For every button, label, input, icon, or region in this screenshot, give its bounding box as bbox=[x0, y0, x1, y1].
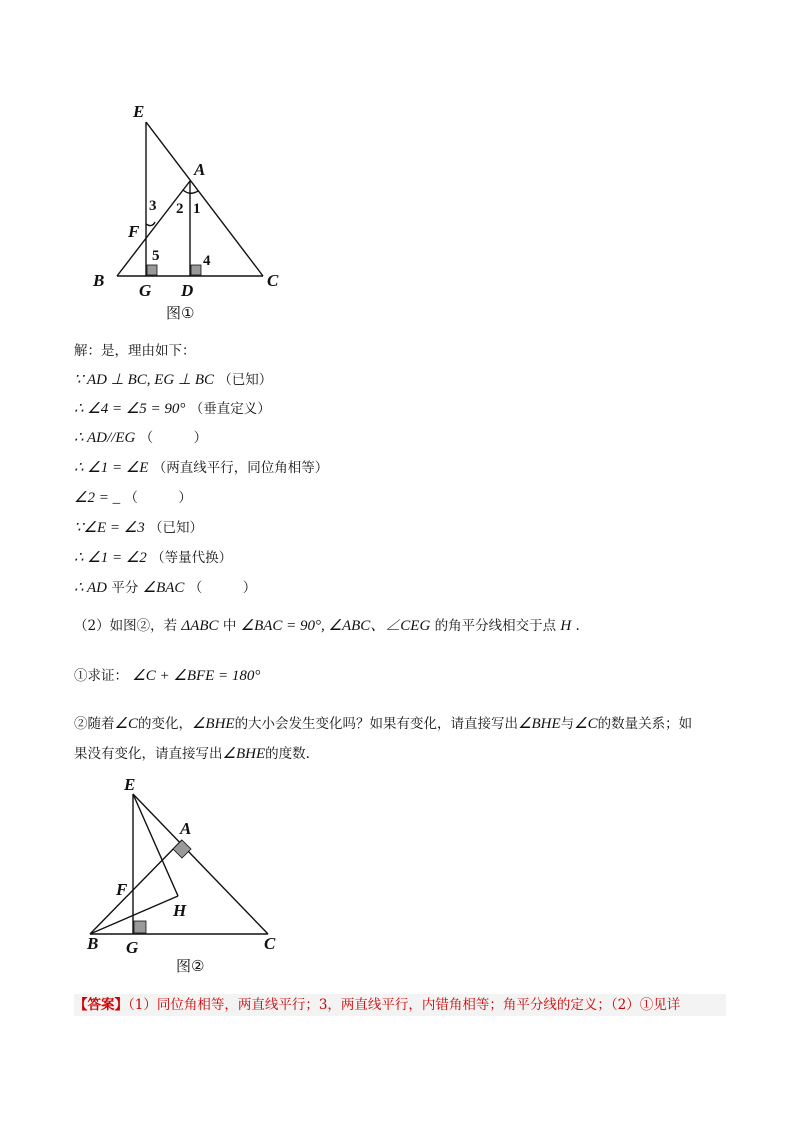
solution-line-1: 解：是，理由如下： bbox=[74, 343, 196, 359]
label-F: F bbox=[128, 222, 140, 241]
line-EC bbox=[133, 794, 268, 934]
label-H: H bbox=[173, 901, 187, 920]
solution-line-7 bbox=[74, 518, 203, 538]
math-expr: ∵∠E = ∠3 bbox=[74, 520, 145, 536]
right-angle-G bbox=[147, 265, 157, 275]
text: 果没有变化，请直接写出 bbox=[74, 746, 223, 762]
label-C: C bbox=[264, 934, 276, 953]
figure-2 bbox=[0, 770, 800, 990]
math-expr: ∠BAC = 90°, ∠ABC、∠CEG bbox=[240, 618, 431, 634]
label-E: E bbox=[133, 102, 145, 121]
reason: （垂直定义） bbox=[189, 401, 271, 417]
question-1 bbox=[74, 666, 260, 686]
figure-1-caption: 图① bbox=[166, 304, 195, 322]
angle-label-2: 2 bbox=[176, 201, 184, 217]
question-2 bbox=[74, 709, 734, 769]
math-expr: ∠C + ∠BFE = 180° bbox=[132, 668, 261, 684]
math-expr: ∴ ∠4 = ∠5 = 90° bbox=[74, 401, 186, 417]
figure-2-caption: 图② bbox=[176, 957, 205, 975]
text: 的角平分线相交于点 bbox=[434, 618, 557, 634]
right-angle-D bbox=[191, 265, 201, 275]
text: （2）如图②，若 bbox=[74, 618, 178, 634]
solution-line-3 bbox=[74, 399, 271, 419]
reason: （等量代换） bbox=[151, 550, 233, 566]
reason: （两直线平行，同位角相等） bbox=[152, 460, 329, 476]
text: 与 bbox=[560, 716, 575, 732]
label-C: C bbox=[267, 271, 279, 290]
line-EH bbox=[133, 794, 178, 896]
right-angle-G bbox=[134, 921, 146, 933]
text: ①求证： bbox=[74, 668, 128, 684]
angle-arc-F bbox=[146, 222, 155, 226]
text: . bbox=[575, 618, 580, 634]
math-expr: ∠BHE bbox=[222, 746, 266, 762]
reason: （已知） bbox=[149, 520, 204, 536]
label-A: A bbox=[180, 819, 192, 838]
math-expr: ΔABC bbox=[181, 618, 219, 634]
solution-line-4 bbox=[74, 428, 207, 448]
figure-1 bbox=[0, 0, 800, 330]
reason-blank: （ ） bbox=[188, 580, 257, 596]
answer-bar bbox=[74, 994, 726, 1016]
text: 的变化， bbox=[137, 716, 192, 732]
text: 的数量关系；如 bbox=[597, 716, 693, 732]
solution-line-5 bbox=[74, 458, 328, 478]
label-D: D bbox=[181, 281, 194, 300]
label-F: F bbox=[116, 880, 128, 899]
math-expr: ∠C bbox=[574, 716, 598, 732]
math-expr: ∠C bbox=[114, 716, 138, 732]
math-expr: ∠BHE bbox=[191, 716, 235, 732]
answer-text: （1）同位角相等，两直线平行；3，两直线平行，内错角相等；角平分线的定义；（2）①见详 bbox=[128, 997, 681, 1013]
label-G: G bbox=[139, 281, 152, 300]
solution-line-2 bbox=[74, 370, 272, 390]
reason-blank: （ ） bbox=[124, 490, 192, 506]
math-expr: ∴ AD bbox=[74, 580, 108, 596]
line-BA bbox=[90, 840, 182, 934]
text: 的大小会发生变化吗？如果有变化，请直接写出 bbox=[234, 716, 519, 732]
math-expr: ∴ ∠1 = ∠2 bbox=[74, 550, 147, 566]
math-expr: ∴ ∠1 = ∠E bbox=[74, 460, 149, 476]
part-2-statement bbox=[74, 616, 580, 636]
solution-line-6 bbox=[74, 488, 192, 508]
angle-label-5: 5 bbox=[152, 248, 160, 264]
label-G: G bbox=[126, 938, 139, 957]
solution-line-8 bbox=[74, 548, 232, 568]
reason-blank: （ ） bbox=[139, 430, 208, 446]
answer-tag: 【答案】 bbox=[74, 997, 128, 1013]
text: 平分 bbox=[111, 580, 139, 596]
text: 的度数. bbox=[265, 746, 310, 762]
text: 中 bbox=[222, 618, 237, 634]
angle-label-4: 4 bbox=[203, 253, 211, 269]
math-expr: ∵ AD ⊥ BC, EG ⊥ BC bbox=[74, 372, 214, 388]
math-expr: H bbox=[560, 618, 572, 634]
math-expr: ∠2 = _ bbox=[74, 490, 121, 506]
reason: （已知） bbox=[218, 372, 273, 388]
label-B: B bbox=[87, 934, 99, 953]
label-A: A bbox=[194, 160, 206, 179]
math-expr: ∠BAC bbox=[142, 580, 185, 596]
label-B: B bbox=[93, 271, 105, 290]
solution-line-9 bbox=[74, 578, 256, 598]
math-expr: ∴ AD//EG bbox=[74, 430, 136, 446]
text: ②随着 bbox=[74, 716, 115, 732]
math-expr: ∠BHE bbox=[518, 716, 561, 732]
angle-label-3: 3 bbox=[149, 198, 157, 214]
right-angle-A bbox=[173, 840, 191, 858]
angle-label-1: 1 bbox=[193, 201, 201, 217]
label-E: E bbox=[124, 775, 136, 794]
